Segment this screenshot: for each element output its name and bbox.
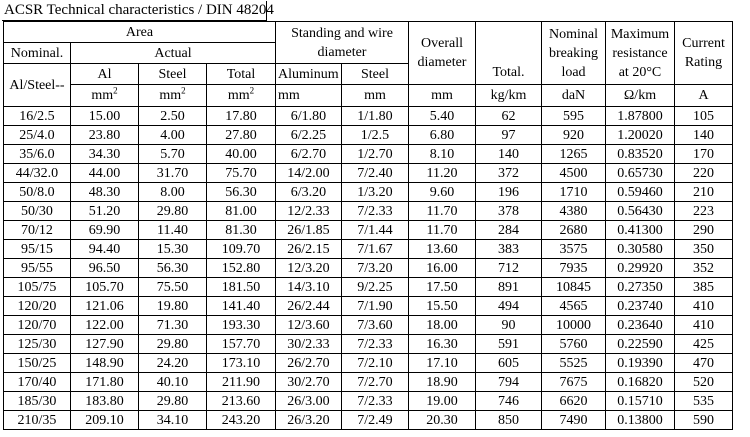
header-current-line2: Rating — [684, 55, 723, 70]
header-total-weight: Total. — [476, 22, 542, 85]
cell-weight: 494 — [476, 297, 542, 316]
cell-aluminum: 26/3.00 — [276, 392, 342, 411]
cell-overall: 16.30 — [409, 335, 476, 354]
cell-nominal: 120/70 — [4, 316, 71, 335]
cell-total: 213.60 — [207, 392, 276, 411]
cell-weight: 90 — [476, 316, 542, 335]
cell-current: 105 — [675, 107, 733, 126]
table-body — [4, 107, 733, 430]
cell-total: 81.30 — [207, 221, 276, 240]
table-row — [4, 354, 733, 373]
cell-breaking: 10845 — [542, 278, 606, 297]
cell-nominal: 210/35 — [4, 411, 71, 430]
cell-weight: 62 — [476, 107, 542, 126]
acsr-table — [3, 21, 733, 430]
table-row — [4, 316, 733, 335]
cell-breaking: 4380 — [542, 202, 606, 221]
cell-weight: 196 — [476, 183, 542, 202]
cell-resistance: 0.19390 — [606, 354, 675, 373]
cell-overall: 8.10 — [409, 145, 476, 164]
table-row — [4, 411, 733, 430]
cell-overall: 16.00 — [409, 259, 476, 278]
cell-current: 410 — [675, 297, 733, 316]
cell-weight: 746 — [476, 392, 542, 411]
cell-resistance: 0.59460 — [606, 183, 675, 202]
cell-steel-wire: 7/2.10 — [342, 354, 409, 373]
header-nominal: Nominal. — [4, 43, 71, 64]
cell-al: 96.50 — [71, 259, 139, 278]
cell-aluminum: 26/2.15 — [276, 240, 342, 259]
cell-weight: 712 — [476, 259, 542, 278]
cell-overall: 6.80 — [409, 126, 476, 145]
cell-current: 425 — [675, 335, 733, 354]
cell-resistance: 0.30580 — [606, 240, 675, 259]
cell-total: 243.20 — [207, 411, 276, 430]
table-row — [4, 107, 733, 126]
cell-steel-wire: 7/1.90 — [342, 297, 409, 316]
cell-steel: 5.70 — [139, 145, 207, 164]
cell-resistance: 0.23740 — [606, 297, 675, 316]
cell-breaking: 10000 — [542, 316, 606, 335]
cell-nominal: 105/75 — [4, 278, 71, 297]
cell-aluminum: 12/3.60 — [276, 316, 342, 335]
table-row — [4, 221, 733, 240]
cell-weight: 383 — [476, 240, 542, 259]
cell-current: 410 — [675, 316, 733, 335]
header-standing-line1: Standing and wire — [291, 25, 393, 41]
cell-breaking: 595 — [542, 107, 606, 126]
cell-steel: 75.50 — [139, 278, 207, 297]
header-resistance-line1: Maximum — [610, 26, 670, 42]
cell-weight: 850 — [476, 411, 542, 430]
unit-al-mm: mm — [91, 88, 114, 103]
unit-al-area — [71, 85, 139, 107]
cell-overall: 11.20 — [409, 164, 476, 183]
cell-steel: 8.00 — [139, 183, 207, 202]
cell-aluminum: 6/3.20 — [276, 183, 342, 202]
cell-current: 223 — [675, 202, 733, 221]
cell-aluminum: 6/2.70 — [276, 145, 342, 164]
header-breaking-line2: breaking — [549, 45, 598, 61]
cell-al: 44.00 — [71, 164, 139, 183]
cell-steel: 29.80 — [139, 392, 207, 411]
cell-steel: 71.30 — [139, 316, 207, 335]
cell-overall: 5.40 — [409, 107, 476, 126]
cell-steel: 11.40 — [139, 221, 207, 240]
cell-steel-wire: 9/2.25 — [342, 278, 409, 297]
cell-steel: 29.80 — [139, 335, 207, 354]
table-title: ACSR Technical characteristics / DIN 48204 — [2, 1, 267, 21]
cell-resistance: 0.41300 — [606, 221, 675, 240]
unit-overall: mm — [409, 85, 476, 107]
cell-resistance: 0.23640 — [606, 316, 675, 335]
table-row — [4, 183, 733, 202]
cell-steel-wire: 7/1.44 — [342, 221, 409, 240]
header-standing-wire-diameter — [276, 22, 409, 64]
cell-weight: 605 — [476, 354, 542, 373]
header-maximum-resistance — [606, 22, 675, 85]
cell-nominal: 25/4.0 — [4, 126, 71, 145]
cell-breaking: 7675 — [542, 373, 606, 392]
table-row — [4, 240, 733, 259]
cell-total: 40.00 — [207, 145, 276, 164]
cell-nominal: 120/20 — [4, 297, 71, 316]
cell-nominal: 125/30 — [4, 335, 71, 354]
cell-resistance: 0.29920 — [606, 259, 675, 278]
cell-steel-wire: 1/2.5 — [342, 126, 409, 145]
cell-total: 75.70 — [207, 164, 276, 183]
cell-breaking: 1710 — [542, 183, 606, 202]
cell-resistance: 0.13800 — [606, 411, 675, 430]
cell-overall: 17.50 — [409, 278, 476, 297]
header-al: Al — [71, 64, 139, 85]
cell-total: 81.00 — [207, 202, 276, 221]
cell-al: 105.70 — [71, 278, 139, 297]
unit-resistance: Ω/km — [606, 85, 675, 107]
header-breaking-line3: load — [561, 64, 586, 80]
cell-breaking: 6620 — [542, 392, 606, 411]
cell-aluminum: 26/2.44 — [276, 297, 342, 316]
cell-overall: 20.30 — [409, 411, 476, 430]
cell-al: 121.06 — [71, 297, 139, 316]
table-row — [4, 202, 733, 221]
cell-overall: 11.70 — [409, 221, 476, 240]
header-resistance-line3: at 20°C — [618, 64, 662, 80]
cell-al: 148.90 — [71, 354, 139, 373]
cell-al: 209.10 — [71, 411, 139, 430]
cell-aluminum: 30/2.70 — [276, 373, 342, 392]
cell-steel: 56.30 — [139, 259, 207, 278]
header-current-line1: Current — [682, 36, 725, 51]
cell-aluminum: 6/1.80 — [276, 107, 342, 126]
cell-overall: 15.50 — [409, 297, 476, 316]
table-row — [4, 297, 733, 316]
cell-resistance: 1.87800 — [606, 107, 675, 126]
cell-nominal: 35/6.0 — [4, 145, 71, 164]
cell-overall: 9.60 — [409, 183, 476, 202]
header-steel-wire: Steel — [342, 64, 409, 85]
header-breaking-line1: Nominal — [549, 26, 598, 42]
unit-steel-wire: mm — [342, 85, 409, 107]
header-nominal-breaking-load — [542, 22, 606, 85]
cell-breaking: 5525 — [542, 354, 606, 373]
cell-current: 350 — [675, 240, 733, 259]
unit-al-sup: 2 — [113, 85, 118, 96]
cell-current: 590 — [675, 411, 733, 430]
cell-current: 140 — [675, 126, 733, 145]
cell-aluminum: 12/2.33 — [276, 202, 342, 221]
unit-total-mm: mm — [227, 88, 250, 103]
cell-weight: 284 — [476, 221, 542, 240]
unit-steel-sup: 2 — [181, 85, 186, 96]
cell-nominal: 70/12 — [4, 221, 71, 240]
cell-steel-wire: 1/2.70 — [342, 145, 409, 164]
cell-al: 51.20 — [71, 202, 139, 221]
cell-resistance: 0.83520 — [606, 145, 675, 164]
cell-al: 23.80 — [71, 126, 139, 145]
unit-current: A — [675, 85, 733, 107]
cell-overall: 17.10 — [409, 354, 476, 373]
cell-aluminum: 14/2.00 — [276, 164, 342, 183]
table-row — [4, 164, 733, 183]
table-row — [4, 392, 733, 411]
cell-al: 94.40 — [71, 240, 139, 259]
cell-current: 535 — [675, 392, 733, 411]
header-al-steel: Al/Steel-- — [4, 64, 71, 107]
header-standing-line2: diameter — [317, 44, 367, 60]
unit-steel-mm: mm — [159, 88, 182, 103]
cell-overall: 11.70 — [409, 202, 476, 221]
cell-total: 193.30 — [207, 316, 276, 335]
unit-steel-area — [139, 85, 207, 107]
cell-total: 17.80 — [207, 107, 276, 126]
cell-steel-wire: 7/2.33 — [342, 392, 409, 411]
cell-nominal: 170/40 — [4, 373, 71, 392]
cell-nominal: 95/15 — [4, 240, 71, 259]
cell-steel: 2.50 — [139, 107, 207, 126]
cell-steel: 31.70 — [139, 164, 207, 183]
cell-steel: 24.20 — [139, 354, 207, 373]
cell-current: 210 — [675, 183, 733, 202]
header-current-rating — [675, 22, 733, 85]
table-row — [4, 335, 733, 354]
cell-breaking: 7935 — [542, 259, 606, 278]
cell-nominal: 16/2.5 — [4, 107, 71, 126]
cell-aluminum: 26/1.85 — [276, 221, 342, 240]
cell-breaking: 7490 — [542, 411, 606, 430]
cell-total: 141.40 — [207, 297, 276, 316]
cell-breaking: 5760 — [542, 335, 606, 354]
table-row — [4, 373, 733, 392]
header-aluminum: Aluminum — [276, 64, 342, 85]
cell-weight: 591 — [476, 335, 542, 354]
cell-weight: 97 — [476, 126, 542, 145]
cell-resistance: 0.27350 — [606, 278, 675, 297]
unit-total-sup: 2 — [249, 85, 255, 96]
cell-total: 157.70 — [207, 335, 276, 354]
table-row — [4, 259, 733, 278]
cell-breaking: 4565 — [542, 297, 606, 316]
cell-resistance: 0.65730 — [606, 164, 675, 183]
cell-al: 34.30 — [71, 145, 139, 164]
cell-current: 385 — [675, 278, 733, 297]
cell-steel: 34.10 — [139, 411, 207, 430]
header-resistance-line2: resistance — [612, 45, 668, 61]
cell-aluminum: 12/3.20 — [276, 259, 342, 278]
cell-aluminum: 30/2.33 — [276, 335, 342, 354]
cell-breaking: 3575 — [542, 240, 606, 259]
cell-current: 520 — [675, 373, 733, 392]
cell-total: 109.70 — [207, 240, 276, 259]
unit-breaking: daN — [542, 85, 606, 107]
cell-steel-wire: 7/2.40 — [342, 164, 409, 183]
cell-steel-wire: 7/2.49 — [342, 411, 409, 430]
cell-current: 220 — [675, 164, 733, 183]
unit-weight: kg/km — [476, 85, 542, 107]
cell-nominal: 185/30 — [4, 392, 71, 411]
cell-al: 69.90 — [71, 221, 139, 240]
cell-weight: 372 — [476, 164, 542, 183]
cell-total: 211.90 — [207, 373, 276, 392]
cell-al: 171.80 — [71, 373, 139, 392]
cell-steel: 29.80 — [139, 202, 207, 221]
cell-overall: 19.00 — [409, 392, 476, 411]
cell-al: 48.30 — [71, 183, 139, 202]
cell-nominal: 95/55 — [4, 259, 71, 278]
cell-nominal: 44/32.0 — [4, 164, 71, 183]
table-row — [4, 126, 733, 145]
cell-overall: 18.00 — [409, 316, 476, 335]
cell-steel-wire: 7/2.33 — [342, 202, 409, 221]
cell-current: 470 — [675, 354, 733, 373]
cell-aluminum: 14/3.10 — [276, 278, 342, 297]
cell-al: 122.00 — [71, 316, 139, 335]
cell-nominal: 50/8.0 — [4, 183, 71, 202]
cell-overall: 13.60 — [409, 240, 476, 259]
cell-steel: 15.30 — [139, 240, 207, 259]
cell-steel: 4.00 — [139, 126, 207, 145]
cell-breaking: 4500 — [542, 164, 606, 183]
cell-aluminum: 26/3.20 — [276, 411, 342, 430]
cell-weight: 140 — [476, 145, 542, 164]
cell-al: 15.00 — [71, 107, 139, 126]
cell-al: 183.80 — [71, 392, 139, 411]
cell-aluminum: 26/2.70 — [276, 354, 342, 373]
cell-resistance: 0.16820 — [606, 373, 675, 392]
cell-steel-wire: 7/2.70 — [342, 373, 409, 392]
cell-steel-wire: 7/2.33 — [342, 335, 409, 354]
cell-weight: 891 — [476, 278, 542, 297]
cell-steel-wire: 7/1.67 — [342, 240, 409, 259]
cell-current: 170 — [675, 145, 733, 164]
cell-al: 127.90 — [71, 335, 139, 354]
cell-steel-wire: 1/1.80 — [342, 107, 409, 126]
cell-current: 290 — [675, 221, 733, 240]
cell-breaking: 1265 — [542, 145, 606, 164]
cell-total: 56.30 — [207, 183, 276, 202]
cell-total: 181.50 — [207, 278, 276, 297]
table-row — [4, 278, 733, 297]
cell-overall: 18.90 — [409, 373, 476, 392]
header-overall-line2: diameter — [417, 55, 467, 70]
cell-resistance: 0.15710 — [606, 392, 675, 411]
cell-steel: 40.10 — [139, 373, 207, 392]
header-overall-line1: Overall — [421, 36, 463, 51]
cell-steel-wire: 7/3.60 — [342, 316, 409, 335]
cell-resistance: 1.20020 — [606, 126, 675, 145]
cell-total: 173.10 — [207, 354, 276, 373]
cell-resistance: 0.56430 — [606, 202, 675, 221]
cell-weight: 378 — [476, 202, 542, 221]
cell-steel-wire: 1/3.20 — [342, 183, 409, 202]
cell-total: 27.80 — [207, 126, 276, 145]
cell-nominal: 50/30 — [4, 202, 71, 221]
header-actual: Actual — [71, 43, 276, 64]
cell-resistance: 0.22590 — [606, 335, 675, 354]
cell-steel-wire: 7/3.20 — [342, 259, 409, 278]
cell-steel: 19.80 — [139, 297, 207, 316]
table-row — [4, 145, 733, 164]
unit-aluminum: mm — [276, 85, 342, 107]
cell-total: 152.80 — [207, 259, 276, 278]
cell-breaking: 2680 — [542, 221, 606, 240]
cell-current: 352 — [675, 259, 733, 278]
cell-weight: 794 — [476, 373, 542, 392]
unit-total-area — [207, 85, 276, 107]
header-total-area: Total — [207, 64, 276, 85]
header-steel: Steel — [139, 64, 207, 85]
header-overall-diameter — [409, 22, 476, 85]
cell-breaking: 920 — [542, 126, 606, 145]
cell-nominal: 150/25 — [4, 354, 71, 373]
header-area: Area — [4, 22, 276, 43]
cell-aluminum: 6/2.25 — [276, 126, 342, 145]
